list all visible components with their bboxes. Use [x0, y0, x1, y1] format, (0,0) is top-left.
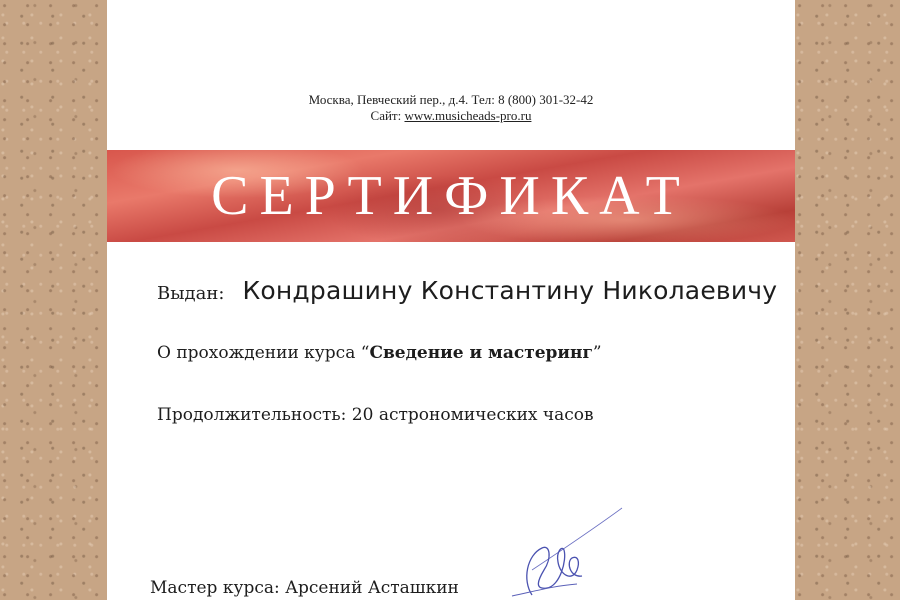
issued-label: Выдан: [157, 283, 225, 304]
contact-address [107, 92, 795, 124]
site-label: Сайт: [370, 108, 402, 123]
signature-icon [492, 500, 632, 600]
course-master-row [150, 578, 459, 598]
title-banner [107, 150, 795, 242]
site-link[interactable]: www.musicheads-pro.ru [404, 108, 532, 123]
certificate-sheet [107, 0, 795, 600]
course-suffix: ” [592, 343, 602, 363]
kraft-border-right [795, 0, 900, 600]
kraft-border-left [0, 0, 107, 600]
course-row [157, 343, 602, 363]
issued-to-row [157, 276, 777, 305]
recipient-name: Кондрашину Константину Николаевичу [242, 276, 778, 305]
duration-row: Продолжительность: 20 астрономических часов [157, 405, 594, 425]
site-line [107, 108, 795, 124]
certificate-title: СЕРТИФИКАТ [211, 165, 691, 227]
course-name: Сведение и мастеринг [369, 343, 593, 363]
course-prefix: О прохождении курса “ [157, 343, 370, 363]
master-name: Арсений Асташкин [285, 578, 459, 598]
master-label: Мастер курса: [150, 578, 280, 598]
address-line: Москва, Певческий пер., д.4. Тел: 8 (800) 301-32-42 [308, 92, 594, 107]
